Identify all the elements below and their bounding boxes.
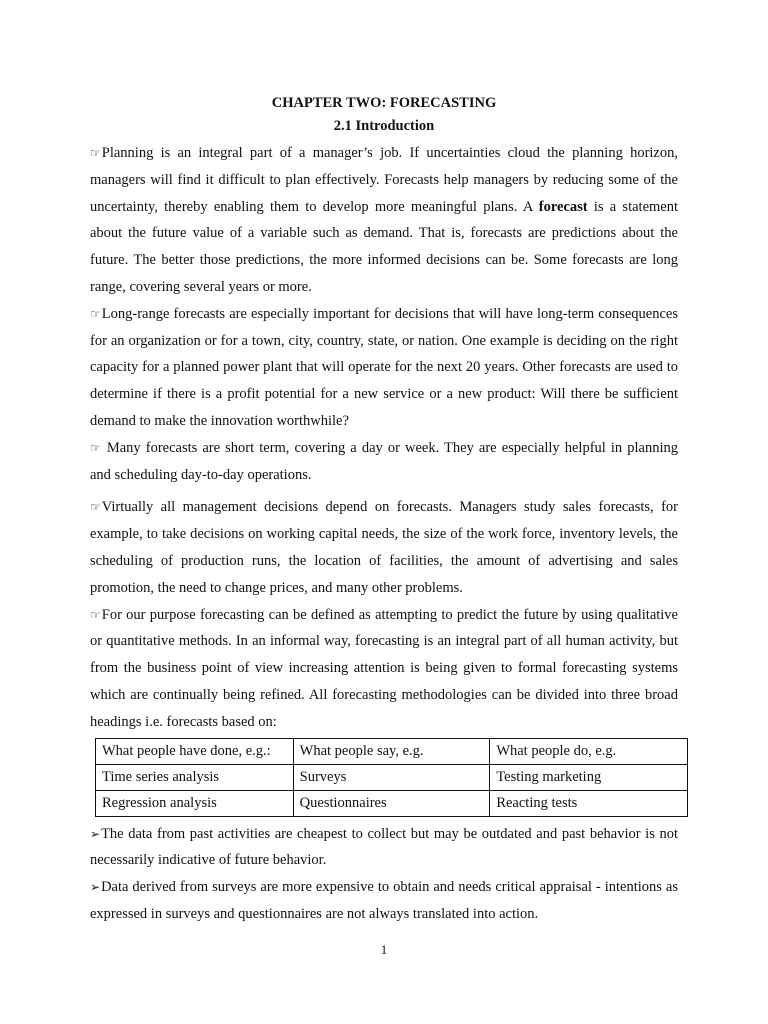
paragraph-text: The data from past activities are cheapest to collect but may be outdated and past behavior is not necessarily indicative of future behavior. [90,825,678,869]
table-cell: Testing marketing [490,764,688,790]
paragraph-survey-data [90,874,678,928]
table-cell: What people do, e.g. [490,738,688,764]
arrow-bullet-icon: ➢ [90,880,101,895]
table-cell: Questionnaires [293,790,490,816]
forecast-methods-table [95,738,688,817]
page-number: 1 [380,942,388,957]
pointing-hand-icon: ☞ [90,306,101,321]
document-page [90,92,678,928]
paragraph-definition [90,602,678,736]
paragraph-text: For our purpose forecasting can be defined as attempting to predict the future by using qualitative or quantitative methods. In an informal way, forecasting is an integral part of all human activity, but from the business point of view increasing attention is being given to formal forecasting systems which are continually being refined. All forecasting methodologies can be divided into three broad headings i.e. forecasts based on: [90,606,678,730]
pointing-hand-icon: ☞ [90,500,101,515]
paragraph-text: Data derived from surveys are more expensive to obtain and needs critical appraisal - intentions as expressed in surveys and questionnaires are not always translated into action. [90,879,678,922]
paragraph-text: Virtually all management decisions depend on forecasts. Managers study sales forecasts, for example, to take decisions on working capital needs, the size of the work force, inventory levels, the scheduling of production runs, the location of facilities, the amount of advertising and sales promotion, the need to change prices, and many other problems. [90,499,678,596]
table-row [96,764,688,790]
pointing-hand-icon: ☞ [90,440,101,455]
table-cell: Regression analysis [96,790,294,816]
table-cell: Reacting tests [490,790,688,816]
section-title: 2.1 Introduction [333,118,435,134]
table-row [96,738,688,764]
table-row [96,790,688,816]
paragraph-management-decisions [90,494,678,601]
table-cell: What people have done, e.g.: [96,738,294,764]
paragraph-planning [90,140,678,301]
pointing-hand-icon: ☞ [90,146,101,160]
paragraph-long-range [90,301,678,435]
paragraph-text: Many forecasts are short term, covering a day or week. They are especially helpful in planning and scheduling day-to-day operations. [90,439,678,483]
paragraph-short-term [90,435,678,489]
paragraph-text: Planning is an integral part of a manager’s job. If uncertainties cloud the planning horizon, managers will find it difficult to plan effectively. Forecasts help managers by reducing some of the uncertainty, thereby enabling them to develop more meaningful plans. A [90,145,678,215]
pointing-hand-icon: ☞ [90,607,101,622]
table-cell: Surveys [293,764,490,790]
table-cell: What people say, e.g. [293,738,490,764]
table-cell: Time series analysis [96,764,294,790]
paragraph-past-data [90,821,678,875]
bold-term-forecast: forecast [538,198,588,215]
paragraph-text: is a statement about the future value of a variable such as demand. That is, forecasts are predictions about the future. The better those predictions, the more informed decisions can be. Some forecasts are long range, covering several years or more. [90,198,678,295]
arrow-bullet-icon: ➢ [90,826,101,841]
paragraph-text: Long-range forecasts are especially important for decisions that will have long-term consequences for an organization or for a town, city, country, state, or nation. One example is deciding on the right capacity for a planned power plant that will operate for the next 20 years. Other forecasts are used to determine if there is a profit potential for a new service or a new product: Will there be sufficient demand to make the innovation worthwhile? [90,305,678,429]
chapter-title: CHAPTER TWO: FORECASTING [271,95,497,111]
